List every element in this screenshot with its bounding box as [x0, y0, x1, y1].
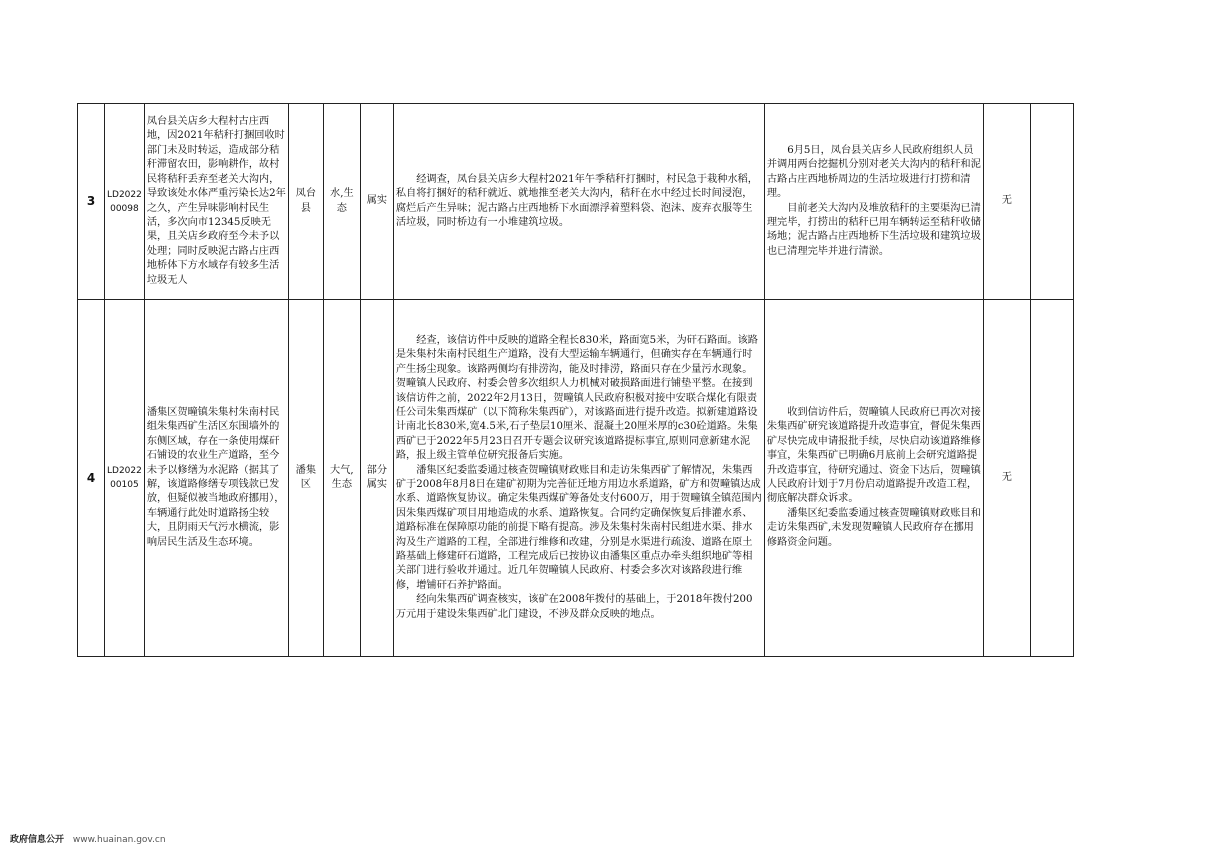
- verdict: 部分属实: [360, 300, 393, 657]
- handling-action: [764, 300, 983, 657]
- site-url: www.huainan.gov.cn: [72, 835, 166, 845]
- remarks-cell: [1030, 104, 1073, 300]
- finding-paragraph: 经查，该信访件中反映的道路全程长830米，路面宽5米，为矸石路面。该路是朱集村朱南村民组生产道路，没有大型运输车辆通行，但确实存在车辆通行时产生扬尘现象。该路两侧均有排涝沟，能及时排涝，路面只存在少量污水现象。贺疃镇人民政府、村委会曾多次组织人力机械对破损路面进行铺垫平整。在接到该信访件之前，2022年2月13日，贺疃镇人民政府积极对接中安联合煤化有限责任公司朱集西煤矿（以下简称朱集西矿），对该路面进行提升改造。拟新建道路设计南北长830米,宽4.5米,石子垫层10厘米、混凝土20厘米厚的c30砼道路。朱集西矿已于2022年5月23日召开专题会议研究该道路提标事宜,原则同意新建水泥路，报上级主管单位研究报备后实施。: [395, 334, 758, 462]
- table-row: [78, 104, 1074, 300]
- finding-paragraph: 潘集区纪委监委通过核查贺疃镇财政账目和走访朱集西矿了解情况，朱集西矿于2008年8月8日在建矿初期为完善征迁地方用边水系道路，矿方和贺疃镇达成水系、道路恢复协议。确定朱集西煤矿筹备处支付600万，用于贺疃镇全镇范围内因朱集西煤矿项目用地造成的水系、道路恢复。合同约定确保恢复后排灌水系、道路标准在保障原功能的前提下略有提高。涉及朱集村朱南村民组进水渠、排水沟及生产道路的工程，全部进行维修和改建，分别是水渠进行疏浚、道路在原土路基础上修建矸石道路，工程完成后已按协议由潘集区重点办牵头组织地矿等相关部门进行验收并通过。近几年贺疃镇人民政府、村委会多次对该路段进行维修，增铺矸石养护路面。: [395, 464, 762, 591]
- row-number: 3: [78, 104, 105, 300]
- investigation-finding: [393, 300, 764, 657]
- action-paragraph: 6月5日，凤台县关店乡人民政府组织人员并调用两台挖掘机分别对老关大沟内的秸秆和泥古路占庄西地桥周边的生活垃圾进行打捞和清理。: [766, 144, 981, 200]
- pollution-type: 水,生态: [323, 104, 360, 300]
- site-logo: 政府信息公开: [10, 835, 65, 845]
- complaint-content: 凤台县关店乡大程村古庄西地，因2021年秸秆打捆回收时部门未及时转运，造成部分秸秆滞留农田，影响耕作，故村民将秸秆丢弃至老关大沟内，导致该处水体严重污染长达2年之久，产生异味影响村民生活，多次向市12345反映无果，且关店乡政府至今未予以处理；同时反映泥古路占庄西地桥体下方水域存有较多生活垃圾无人: [144, 104, 288, 300]
- verdict: 属实: [360, 104, 393, 300]
- finding-paragraph: 经向朱集西矿调查核实，该矿在2008年拨付的基础上，于2018年拨付200万元用于建设朱集西矿北门建设，不涉及群众反映的地点。: [395, 594, 753, 620]
- action-paragraph: 潘集区纪委监委通过核查贺疃镇财政账目和走访朱集西矿,未发现贺疃镇人民政府存在挪用修路资金问题。: [766, 507, 981, 548]
- action-paragraph: 目前老关大沟内及堆放秸秆的主要渠沟已清理完毕，打捞出的秸秆已用车辆转运至秸秆收储场地；泥古路占庄西地桥下生活垃圾和建筑垃圾也已清理完毕并进行清淤。: [766, 202, 981, 257]
- row-number: 4: [78, 300, 105, 657]
- watermark: [10, 832, 166, 845]
- county: 凤台县: [288, 104, 323, 300]
- finding-paragraph: 经调查，凤台县关店乡大程村2021年午季秸秆打捆时，村民急于栽种水稻，私自将打捆好的秸秆就近、就地推至老关大沟内，秸秆在水中经过长时间浸泡，腐烂后产生异味；泥古路占庄西地桥下水面漂浮着塑料袋、泡沫、废弃衣服等生活垃圾，同时桥边有一小堆建筑垃圾。: [395, 173, 758, 228]
- accountability: 无: [983, 104, 1030, 300]
- action-paragraph: 收到信访件后，贺疃镇人民政府已再次对接朱集西矿研究该道路提升改造事宜，督促朱集西矿尽快完成申请报批手续，尽快启动该道路维修事宜，朱集西矿已明确6月底前上会研究道路提升改造事宜，待研究通过、资金下达后，贺疃镇人民政府计划于7月份启动道路提升改造工程，彻底解决群众诉求。: [766, 406, 981, 505]
- complaint-table: [77, 103, 1074, 657]
- handling-action: [764, 104, 983, 300]
- case-code: LD2022 00098: [105, 104, 145, 300]
- table-row: [78, 300, 1074, 657]
- complaint-content: 潘集区贺疃镇朱集村朱南村民组朱集西矿生活区东围墙外的东侧区域，存在一条使用煤矸石铺设的农业生产道路，至今未予以修缮为水泥路（据其了解，该道路修缮专项钱款已发放，但疑似被当地政府挪用），车辆通行此处时道路扬尘较大，且阴雨天气污水横流，影响居民生活及生态环境。: [144, 300, 288, 657]
- investigation-finding: [393, 104, 764, 300]
- case-code: LD2022 00105: [105, 300, 145, 657]
- remarks-cell: [1030, 300, 1073, 657]
- accountability: 无: [983, 300, 1030, 657]
- pollution-type: 大气,生态: [323, 300, 360, 657]
- county: 潘集区: [288, 300, 323, 657]
